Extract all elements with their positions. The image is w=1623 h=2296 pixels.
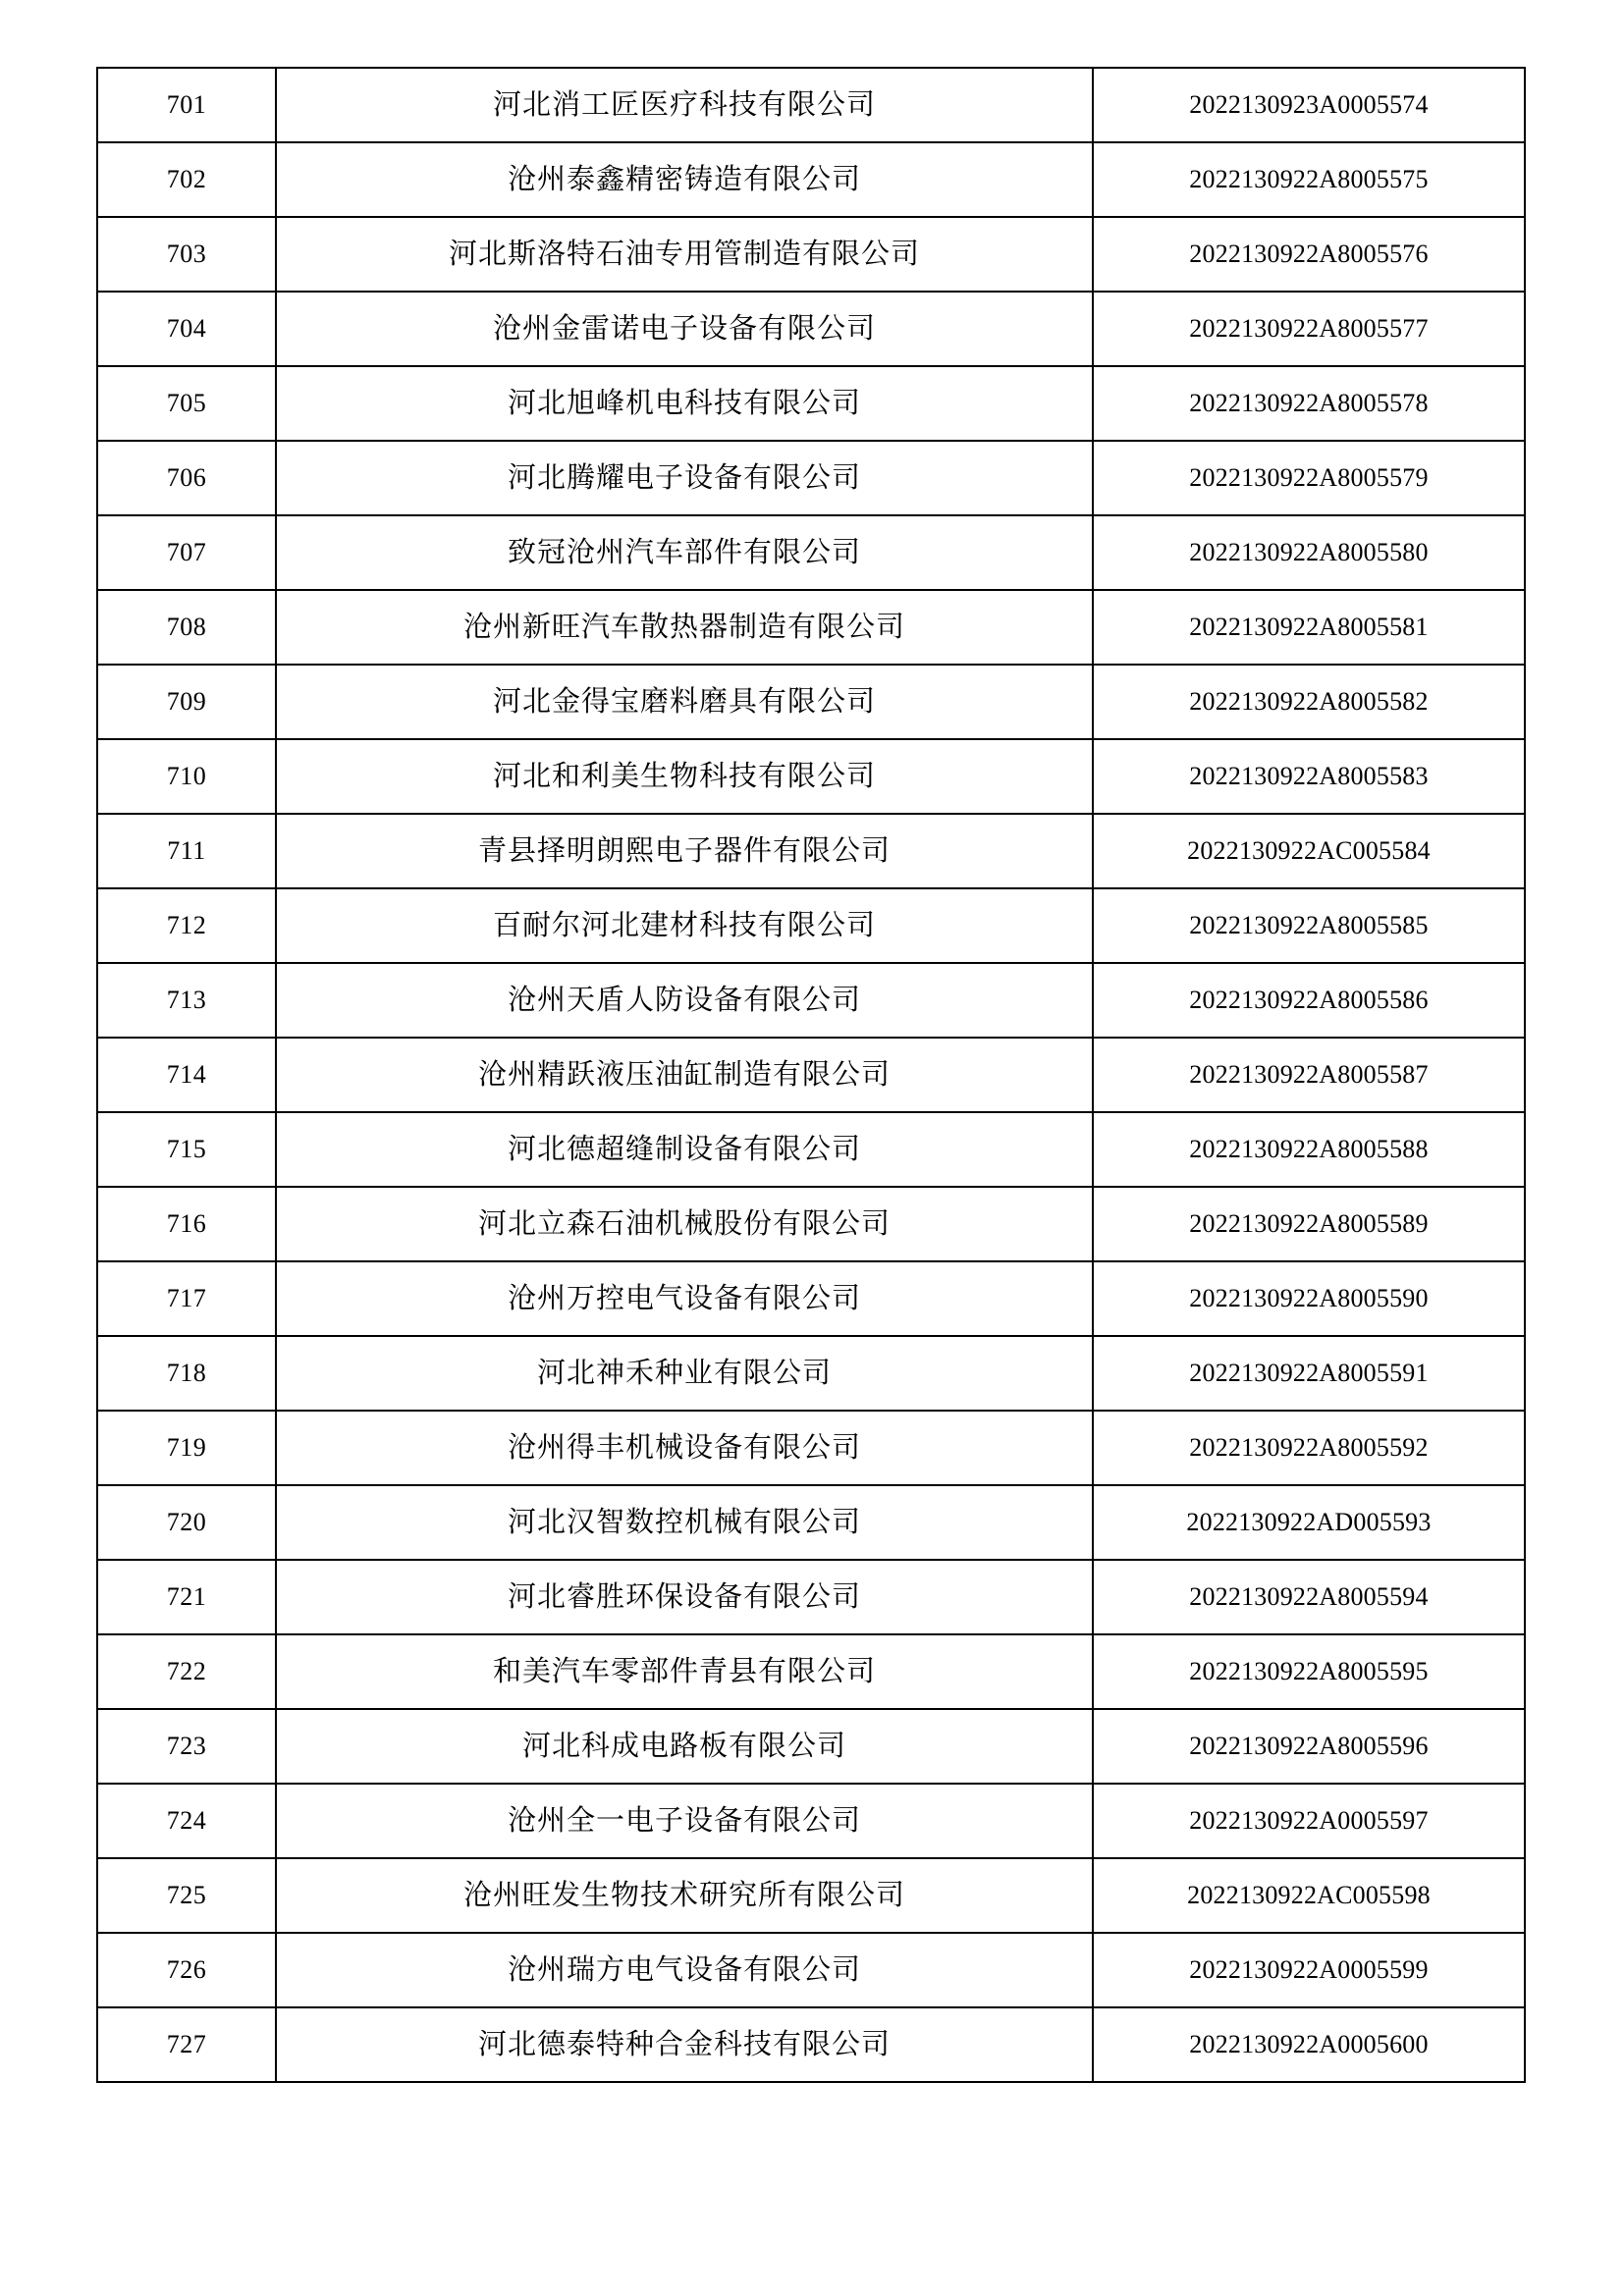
row-index-cell: 719 bbox=[97, 1411, 276, 1485]
row-index-cell: 702 bbox=[97, 142, 276, 217]
row-index-cell: 720 bbox=[97, 1485, 276, 1560]
enterprise-listing-table-wrapper bbox=[96, 67, 1524, 2083]
table-row bbox=[97, 441, 1525, 515]
certificate-code-cell: 2022130922A0005600 bbox=[1093, 2007, 1525, 2082]
enterprise-name-cell: 河北消工匠医疗科技有限公司 bbox=[276, 68, 1093, 142]
table-row bbox=[97, 2007, 1525, 2082]
enterprise-name-cell: 河北科成电路板有限公司 bbox=[276, 1709, 1093, 1784]
certificate-code-cell: 2022130922A8005586 bbox=[1093, 963, 1525, 1038]
enterprise-name-cell: 青县择明朗熙电子器件有限公司 bbox=[276, 814, 1093, 888]
enterprise-name-cell: 河北腾耀电子设备有限公司 bbox=[276, 441, 1093, 515]
table-row bbox=[97, 1038, 1525, 1112]
row-index-cell: 706 bbox=[97, 441, 276, 515]
certificate-code-cell: 2022130922A8005583 bbox=[1093, 739, 1525, 814]
row-index-cell: 703 bbox=[97, 217, 276, 292]
table-row bbox=[97, 1411, 1525, 1485]
enterprise-listing-table bbox=[96, 67, 1526, 2083]
certificate-code-cell: 2022130922A8005581 bbox=[1093, 590, 1525, 665]
table-row bbox=[97, 888, 1525, 963]
table-row bbox=[97, 1187, 1525, 1261]
row-index-cell: 708 bbox=[97, 590, 276, 665]
enterprise-name-cell: 河北德超缝制设备有限公司 bbox=[276, 1112, 1093, 1187]
enterprise-name-cell: 河北睿胜环保设备有限公司 bbox=[276, 1560, 1093, 1634]
enterprise-name-cell: 河北金得宝磨料磨具有限公司 bbox=[276, 665, 1093, 739]
certificate-code-cell: 2022130922A0005599 bbox=[1093, 1933, 1525, 2007]
table-row bbox=[97, 1784, 1525, 1858]
enterprise-name-cell: 河北汉智数控机械有限公司 bbox=[276, 1485, 1093, 1560]
certificate-code-cell: 2022130922A8005591 bbox=[1093, 1336, 1525, 1411]
row-index-cell: 727 bbox=[97, 2007, 276, 2082]
table-row bbox=[97, 1560, 1525, 1634]
certificate-code-cell: 2022130922A8005592 bbox=[1093, 1411, 1525, 1485]
table-row bbox=[97, 1261, 1525, 1336]
certificate-code-cell: 2022130922A8005576 bbox=[1093, 217, 1525, 292]
certificate-code-cell: 2022130922A8005588 bbox=[1093, 1112, 1525, 1187]
certificate-code-cell: 2022130922A8005577 bbox=[1093, 292, 1525, 366]
certificate-code-cell: 2022130922A8005585 bbox=[1093, 888, 1525, 963]
row-index-cell: 704 bbox=[97, 292, 276, 366]
certificate-code-cell: 2022130922AC005584 bbox=[1093, 814, 1525, 888]
row-index-cell: 726 bbox=[97, 1933, 276, 2007]
enterprise-name-cell: 沧州瑞方电气设备有限公司 bbox=[276, 1933, 1093, 2007]
row-index-cell: 711 bbox=[97, 814, 276, 888]
certificate-code-cell: 2022130922AC005598 bbox=[1093, 1858, 1525, 1933]
row-index-cell: 721 bbox=[97, 1560, 276, 1634]
table-row bbox=[97, 68, 1525, 142]
row-index-cell: 705 bbox=[97, 366, 276, 441]
row-index-cell: 718 bbox=[97, 1336, 276, 1411]
table-row bbox=[97, 963, 1525, 1038]
enterprise-name-cell: 沧州旺发生物技术研究所有限公司 bbox=[276, 1858, 1093, 1933]
row-index-cell: 725 bbox=[97, 1858, 276, 1933]
row-index-cell: 714 bbox=[97, 1038, 276, 1112]
table-row bbox=[97, 1336, 1525, 1411]
row-index-cell: 701 bbox=[97, 68, 276, 142]
table-row bbox=[97, 515, 1525, 590]
row-index-cell: 722 bbox=[97, 1634, 276, 1709]
certificate-code-cell: 2022130922A8005595 bbox=[1093, 1634, 1525, 1709]
enterprise-name-cell: 沧州万控电气设备有限公司 bbox=[276, 1261, 1093, 1336]
enterprise-name-cell: 河北斯洛特石油专用管制造有限公司 bbox=[276, 217, 1093, 292]
table-row bbox=[97, 1933, 1525, 2007]
enterprise-name-cell: 河北神禾种业有限公司 bbox=[276, 1336, 1093, 1411]
row-index-cell: 713 bbox=[97, 963, 276, 1038]
enterprise-name-cell: 沧州天盾人防设备有限公司 bbox=[276, 963, 1093, 1038]
table-row bbox=[97, 292, 1525, 366]
certificate-code-cell: 2022130922A8005594 bbox=[1093, 1560, 1525, 1634]
table-row bbox=[97, 814, 1525, 888]
table-row bbox=[97, 217, 1525, 292]
table-row bbox=[97, 1858, 1525, 1933]
certificate-code-cell: 2022130922A0005597 bbox=[1093, 1784, 1525, 1858]
enterprise-name-cell: 河北德泰特种合金科技有限公司 bbox=[276, 2007, 1093, 2082]
enterprise-name-cell: 河北立森石油机械股份有限公司 bbox=[276, 1187, 1093, 1261]
table-body bbox=[97, 68, 1525, 2082]
certificate-code-cell: 2022130922A8005579 bbox=[1093, 441, 1525, 515]
certificate-code-cell: 2022130922A8005580 bbox=[1093, 515, 1525, 590]
row-index-cell: 707 bbox=[97, 515, 276, 590]
enterprise-name-cell: 致冠沧州汽车部件有限公司 bbox=[276, 515, 1093, 590]
certificate-code-cell: 2022130922A8005587 bbox=[1093, 1038, 1525, 1112]
certificate-code-cell: 2022130922A8005578 bbox=[1093, 366, 1525, 441]
certificate-code-cell: 2022130922A8005582 bbox=[1093, 665, 1525, 739]
enterprise-name-cell: 百耐尔河北建材科技有限公司 bbox=[276, 888, 1093, 963]
certificate-code-cell: 2022130923A0005574 bbox=[1093, 68, 1525, 142]
enterprise-name-cell: 河北旭峰机电科技有限公司 bbox=[276, 366, 1093, 441]
table-row bbox=[97, 1112, 1525, 1187]
enterprise-name-cell: 沧州全一电子设备有限公司 bbox=[276, 1784, 1093, 1858]
certificate-code-cell: 2022130922A8005575 bbox=[1093, 142, 1525, 217]
table-row bbox=[97, 665, 1525, 739]
row-index-cell: 717 bbox=[97, 1261, 276, 1336]
enterprise-name-cell: 沧州金雷诺电子设备有限公司 bbox=[276, 292, 1093, 366]
enterprise-name-cell: 沧州新旺汽车散热器制造有限公司 bbox=[276, 590, 1093, 665]
row-index-cell: 724 bbox=[97, 1784, 276, 1858]
row-index-cell: 709 bbox=[97, 665, 276, 739]
row-index-cell: 716 bbox=[97, 1187, 276, 1261]
enterprise-name-cell: 和美汽车零部件青县有限公司 bbox=[276, 1634, 1093, 1709]
table-row bbox=[97, 739, 1525, 814]
table-row bbox=[97, 142, 1525, 217]
enterprise-name-cell: 沧州泰鑫精密铸造有限公司 bbox=[276, 142, 1093, 217]
enterprise-name-cell: 沧州精跃液压油缸制造有限公司 bbox=[276, 1038, 1093, 1112]
row-index-cell: 710 bbox=[97, 739, 276, 814]
certificate-code-cell: 2022130922A8005596 bbox=[1093, 1709, 1525, 1784]
table-row bbox=[97, 1634, 1525, 1709]
table-row bbox=[97, 590, 1525, 665]
table-row bbox=[97, 1485, 1525, 1560]
enterprise-name-cell: 河北和利美生物科技有限公司 bbox=[276, 739, 1093, 814]
certificate-code-cell: 2022130922A8005590 bbox=[1093, 1261, 1525, 1336]
row-index-cell: 723 bbox=[97, 1709, 276, 1784]
row-index-cell: 715 bbox=[97, 1112, 276, 1187]
enterprise-name-cell: 沧州得丰机械设备有限公司 bbox=[276, 1411, 1093, 1485]
table-row bbox=[97, 1709, 1525, 1784]
row-index-cell: 712 bbox=[97, 888, 276, 963]
table-row bbox=[97, 366, 1525, 441]
certificate-code-cell: 2022130922A8005589 bbox=[1093, 1187, 1525, 1261]
certificate-code-cell: 2022130922AD005593 bbox=[1093, 1485, 1525, 1560]
